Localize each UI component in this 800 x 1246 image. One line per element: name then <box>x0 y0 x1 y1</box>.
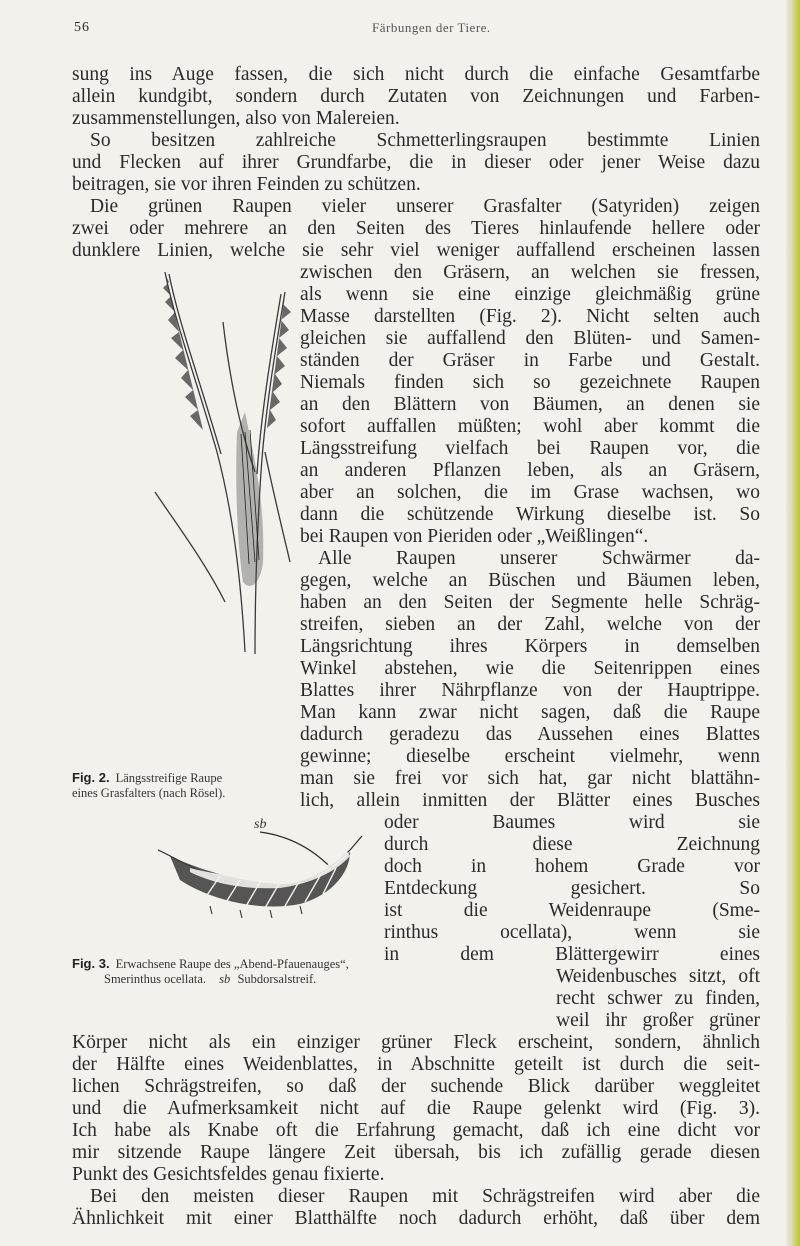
text-line: zwei oder mehrere an den Seiten des Tieres hinlaufende hellere oder <box>72 218 760 239</box>
text-line: Längsrichtung ihres Körpers in demselben <box>300 636 760 657</box>
text-line: Ähnlichkeit mit einer Blatthälfte noch dadurch erhöht, daß über dem <box>72 1208 760 1229</box>
text-line: ständen der Gräser in Farbe und Gestalt. <box>300 350 760 371</box>
text-line: Niemals finden sich so gezeichnete Raupen <box>300 372 760 393</box>
text-line: Die grünen Raupen vieler unserer Grasfalter (Satyriden) zeigen <box>90 196 760 217</box>
figure-2-label: Fig. 2. <box>72 770 110 785</box>
text-line: zusammenstellungen, also von Malereien. <box>72 108 400 129</box>
figure-3-caption-second-line <box>104 972 316 987</box>
text-line: zwischen den Gräsern, an welchen sie fressen, <box>300 262 760 283</box>
text-line: Entdeckung gesichert. So <box>384 878 760 899</box>
figure-2-caption-line2: eines Grasfalters (nach Rösel). <box>72 786 226 800</box>
text-line: der Hälfte eines Weidenblattes, in Abschnitte geteilt ist durch die seit- <box>72 1054 760 1075</box>
text-line: mir sitzende Raupe längere Zeit übersah, bis ich zufällig gerade diesen <box>72 1142 760 1163</box>
page-number: 56 <box>74 20 90 35</box>
text-line: haben an den Seiten der Segmente helle Schräg- <box>300 592 760 613</box>
text-line: bei Raupen von Pieriden oder „Weißlingen“. <box>300 526 649 547</box>
text-line: Masse darstellten (Fig. 2). Nicht selten auch <box>300 306 760 327</box>
text-line: sung ins Auge fassen, die sich nicht durch die einfache Gesamtfarbe <box>72 64 760 85</box>
text-line: durch diese Zeichnung <box>384 834 760 855</box>
text-line: Längsstreifung vielfach bei Raupen vor, die <box>300 438 760 459</box>
figure-3-marker: sb <box>254 817 267 832</box>
text-line: und die Aufmerksamkeit nicht auf die Raupe gelenkt wird (Fig. 3). <box>72 1098 760 1119</box>
text-line: beitragen, sie vor ihren Feinden zu schützen. <box>72 174 421 195</box>
text-line: gewinne; dieselbe erscheint vielmehr, wenn <box>300 746 760 767</box>
text-line: oder Baumes wird sie <box>384 812 760 833</box>
text-line: Bei den meisten dieser Raupen mit Schrägstreifen wird aber die <box>90 1186 760 1207</box>
figure-2-caption-second-line <box>72 786 225 801</box>
text-line: gleichen sie auffallend den Blüten- und Samen- <box>300 328 760 349</box>
figure-3-caption-abbrev: sb <box>219 972 231 986</box>
text-line: dadurch geradezu das Aussehen eines Blattes <box>300 724 760 745</box>
page-edge <box>786 0 800 1246</box>
text-line: lich, allein inmitten der Blätter eines Busches <box>300 790 760 811</box>
text-line: und Flecken auf ihrer Grundfarbe, die in dieser oder jener Weise dazu <box>72 152 760 173</box>
text-line: rinthus ocellata), wenn sie <box>384 922 760 943</box>
text-line: dann die schützende Wirkung dieselbe ist. So <box>300 504 760 525</box>
text-line: dunklere Linien, welche sie sehr viel weniger auffallend erscheinen lassen <box>72 240 760 261</box>
figure-3-caption-line1: Erwachsene Raupe des „Abend-Pfauenauges“, <box>115 957 349 971</box>
figure-2-caption-line1: Längsstreifige Raupe <box>115 771 223 785</box>
text-line: ist die Weidenraupe (Sme- <box>384 900 760 921</box>
text-line: Man kann zwar nicht sagen, daß die Raupe <box>300 702 760 723</box>
text-line: Körper nicht als ein einziger grüner Fleck erscheint, sondern, ähnlich <box>72 1032 760 1053</box>
figure-3-label: Fig. 3. <box>72 956 110 971</box>
text-line: Alle Raupen unserer Schwärmer da- <box>318 548 760 569</box>
text-line: doch in hohem Grade vor <box>384 856 760 877</box>
text-line: als wenn sie eine einzige gleichmäßig grüne <box>300 284 760 305</box>
text-line: allein kundgibt, sondern durch Zutaten von Zeichnungen und Farben- <box>72 86 760 107</box>
text-line: weil ihr großer grüner <box>556 1010 760 1031</box>
figure-3-caption-abbrev-meaning: Subdorsalstreif. <box>237 972 317 986</box>
text-line: an den Blättern von Bäumen, an denen sie <box>300 394 760 415</box>
text-line: lichen Schrägstreifen, so daß der suchende Blick darüber weggleitet <box>72 1076 760 1097</box>
figure-3-caption <box>72 956 349 972</box>
figure-2-illustration <box>105 262 305 662</box>
text-line: Blattes ihrer Nährpflanze von der Hauptrippe. <box>300 680 760 701</box>
figure-3-illustration <box>150 810 380 920</box>
figure-2-caption <box>72 770 222 786</box>
text-line: streifen, sieben an der Zahl, welche von der <box>300 614 760 635</box>
text-line: aber an solchen, die im Grase wachsen, wo <box>300 482 760 503</box>
text-line: Ich habe als Knabe oft die Erfahrung gemacht, daß ich eine dicht vor <box>72 1120 760 1141</box>
text-line: sofort auffallen müßten; wohl aber kommt die <box>300 416 760 437</box>
text-line: in dem Blättergewirr eines <box>384 944 760 965</box>
figure-3-caption-line2: Smerinthus ocellata. <box>104 972 207 986</box>
text-line: Winkel abstehen, wie die Seitenrippen eines <box>300 658 760 679</box>
text-line: Weidenbusches sitzt, oft <box>556 966 760 987</box>
running-title: Färbungen der Tiere. <box>372 20 491 35</box>
text-line: Punkt des Gesichtsfeldes genau fixierte. <box>72 1164 385 1185</box>
text-line: man sie frei vor sich hat, gar nicht blattähn- <box>300 768 760 789</box>
text-line: recht schwer zu finden, <box>556 988 760 1009</box>
text-line: an anderen Pflanzen leben, als an Gräsern, <box>300 460 760 481</box>
text-line: gegen, welche an Büschen und Bäumen leben, <box>300 570 760 591</box>
text-line: So besitzen zahlreiche Schmetterlingsraupen bestimmte Linien <box>90 130 760 151</box>
